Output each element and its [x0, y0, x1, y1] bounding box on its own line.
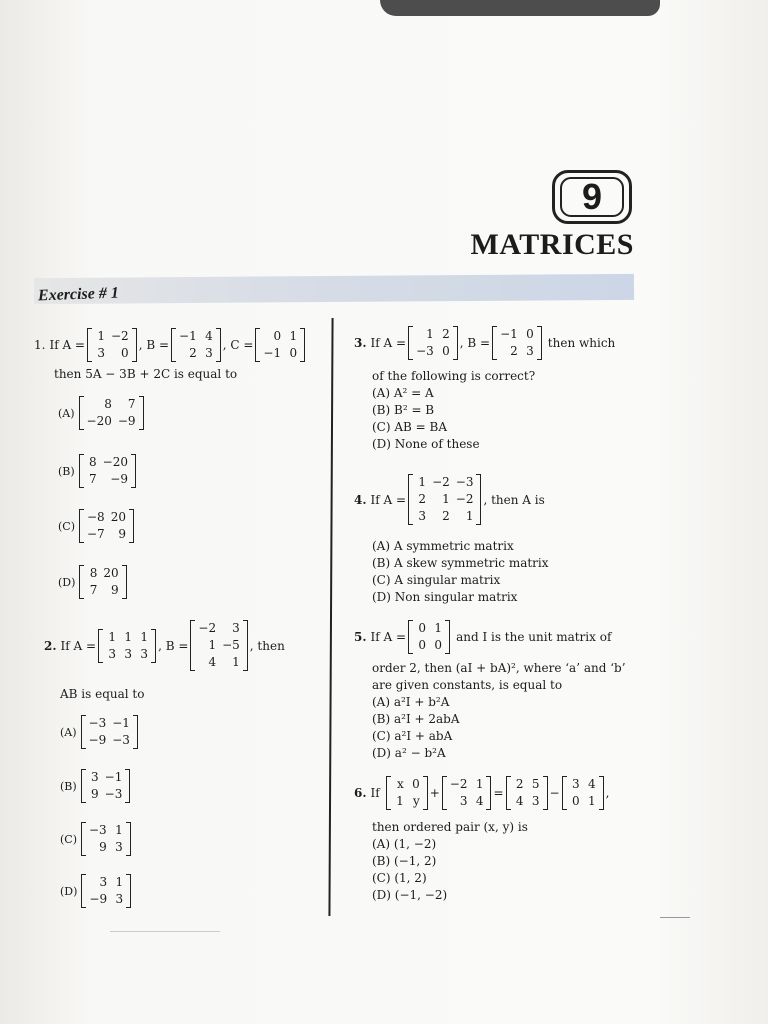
q1-b-label: , B =	[138, 338, 170, 352]
q2-matrix-a	[98, 629, 156, 663]
q2-option-d-matrix	[81, 874, 131, 908]
q1-option-b-matrix	[79, 454, 136, 488]
q2-option-a-matrix	[81, 715, 138, 749]
q5-option-b[interactable]: (B) a²I + 2abA	[372, 712, 460, 726]
matrix-cell: −8	[87, 510, 105, 524]
matrix-cell: 1	[115, 875, 124, 889]
q6-matrix-4	[562, 776, 604, 810]
matrix-cell: 0	[571, 794, 580, 808]
matrix-bracket-right	[126, 874, 131, 908]
q3-line2: of the following is correct?	[372, 369, 536, 383]
matrix-cell: −2	[449, 777, 468, 791]
matrix-body	[86, 769, 126, 803]
matrix-cell: −1	[179, 329, 197, 343]
matrix-cell: 1	[442, 492, 450, 506]
matrix-cell: 8	[89, 455, 97, 469]
matrix-cell: −3	[89, 823, 107, 837]
q6-option-b[interactable]: (B) (−1, 2)	[372, 854, 437, 868]
matrix-body	[413, 620, 445, 654]
q6-if: If	[370, 786, 380, 800]
matrix-cell: 0	[289, 346, 298, 360]
matrix-body	[567, 776, 599, 810]
matrix-bracket-right	[423, 776, 428, 810]
matrix-cell: 0	[412, 777, 420, 791]
matrix-body	[84, 509, 129, 543]
question-6	[354, 776, 609, 810]
matrix-bracket-right	[537, 326, 542, 360]
q2-matrix-b	[190, 620, 247, 671]
chapter-title: MATRICES	[470, 228, 634, 261]
matrix-bracket-right	[122, 565, 127, 599]
question-1	[34, 328, 307, 383]
matrix-cell: 1	[396, 794, 404, 808]
matrix-cell: 1	[97, 329, 105, 343]
matrix-bracket-right	[486, 776, 491, 810]
q4-matrix-a	[408, 474, 481, 525]
matrix-cell: 7	[89, 583, 98, 597]
q2-option-d-label: (D)	[60, 884, 78, 898]
matrix-cell: 3	[108, 646, 117, 661]
q5-matrix-a	[408, 620, 450, 654]
matrix-cell: −2	[198, 621, 217, 635]
matrix-bracket-right	[133, 715, 138, 749]
matrix-body	[413, 326, 453, 360]
question-3	[354, 326, 615, 360]
matrix-cell: −2	[432, 475, 450, 489]
q6-body	[372, 819, 528, 904]
q1-option-c[interactable]	[58, 509, 136, 543]
q3-matrix-a	[408, 326, 458, 360]
q6-matrix-1	[386, 776, 428, 810]
matrix-cell: 8	[89, 566, 98, 580]
q6-tail: ,	[605, 786, 610, 800]
matrix-body	[86, 715, 133, 749]
q1-option-c-label: (C)	[58, 519, 75, 533]
matrix-body	[86, 822, 126, 856]
matrix-cell: y	[412, 794, 420, 808]
question-5	[354, 620, 611, 654]
matrix-cell: 3	[91, 770, 99, 784]
chapter-number-badge	[552, 170, 632, 224]
matrix-cell: 1	[426, 327, 434, 341]
matrix-cell: 2	[510, 344, 518, 358]
q2-option-c[interactable]	[60, 822, 133, 856]
matrix-cell: −2	[455, 492, 474, 506]
q4-options	[372, 538, 549, 606]
matrix-cell: 7	[89, 472, 97, 486]
matrix-bracket-right	[132, 328, 137, 362]
matrix-cell: 1	[124, 629, 133, 644]
matrix-cell: 4	[205, 329, 213, 343]
matrix-cell: 3	[97, 346, 105, 360]
q1-matrix-a	[87, 328, 137, 362]
matrix-body	[176, 328, 216, 362]
q1-option-d-label: (D)	[58, 575, 76, 589]
q2-option-b[interactable]	[60, 769, 132, 803]
q3-number: 3.	[354, 336, 367, 350]
q1-option-d-matrix	[79, 565, 126, 599]
matrix-cell: 2	[442, 509, 450, 523]
q4-option-a[interactable]: (A) A symmetric matrix	[372, 539, 514, 553]
q2-option-b-matrix	[81, 769, 131, 803]
matrix-bracket-right	[599, 776, 604, 810]
matrix-bracket-right	[476, 474, 481, 525]
q3-option-c[interactable]: (C) AB = BA	[372, 420, 448, 434]
matrix-cell: 4	[475, 794, 484, 808]
matrix-body	[511, 776, 543, 810]
matrix-cell: −1	[104, 770, 123, 784]
matrix-body	[260, 328, 300, 362]
matrix-cell: 1	[140, 629, 149, 644]
q5-line2: order 2, then (aI + bA)², where ‘a’ and ‘b’	[372, 661, 626, 675]
matrix-cell: −9	[89, 892, 108, 906]
matrix-cell: 0	[442, 344, 450, 358]
matrix-body	[84, 565, 121, 599]
q3-then: then which	[547, 336, 616, 350]
matrix-cell: 1	[587, 794, 596, 808]
q5-if: If A =	[370, 630, 407, 644]
q3-option-a[interactable]: (A) A² = A	[372, 386, 434, 400]
matrix-body	[413, 474, 476, 525]
q4-number: 4.	[354, 492, 367, 507]
matrix-bracket-right	[543, 776, 548, 810]
q1-matrix-c	[255, 328, 305, 362]
q6-option-c[interactable]: (C) (1, 2)	[372, 871, 427, 885]
matrix-cell: 7	[127, 397, 136, 411]
chapter-number: 9	[560, 177, 624, 217]
matrix-bracket-right	[129, 509, 134, 543]
matrix-cell: 0	[273, 329, 282, 343]
matrix-cell: 9	[111, 583, 119, 597]
q1-option-c-matrix	[79, 509, 134, 543]
matrix-cell: 3	[531, 794, 540, 808]
matrix-cell: 2	[442, 327, 450, 341]
matrix-cell: −1	[112, 716, 130, 730]
q3-b-label: , B =	[459, 336, 491, 350]
matrix-body	[447, 776, 487, 810]
matrix-bracket-right	[216, 328, 221, 362]
q1-option-b[interactable]	[58, 454, 138, 488]
matrix-cell: 2	[418, 492, 427, 506]
q2-b-label: , B =	[158, 638, 189, 653]
matrix-cell: 8	[104, 397, 112, 411]
matrix-cell: 9	[99, 840, 107, 854]
matrix-body	[84, 396, 139, 430]
q1-option-d[interactable]	[58, 565, 129, 599]
matrix-cell: 4	[208, 655, 217, 669]
matrix-body	[86, 874, 126, 908]
q2-option-c-label: (C)	[60, 832, 77, 846]
matrix-cell: −9	[117, 414, 136, 428]
matrix-cell: −1	[263, 346, 282, 360]
matrix-bracket-right	[453, 326, 458, 360]
q1-option-a-label: (A)	[58, 406, 75, 420]
q1-option-b-label: (B)	[58, 464, 75, 478]
q5-option-a[interactable]: (A) a²I + b²A	[372, 695, 450, 709]
matrix-cell: 1	[434, 621, 443, 635]
matrix-cell: 0	[418, 638, 427, 652]
matrix-cell: 3	[115, 840, 123, 854]
q4-if: If A =	[370, 492, 407, 507]
matrix-cell: 3	[124, 646, 133, 661]
matrix-cell: −5	[222, 638, 240, 652]
matrix-cell: −9	[110, 472, 128, 486]
q6-option-a[interactable]: (A) (1, −2)	[372, 837, 437, 851]
exercise-banner	[34, 274, 634, 304]
matrix-cell: 3	[459, 794, 468, 808]
matrix-cell: −3	[416, 344, 434, 358]
q2-if: If A =	[60, 638, 97, 653]
matrix-cell: 3	[115, 892, 124, 906]
q5-option-c[interactable]: (C) a²I + abA	[372, 729, 453, 743]
q2-option-b-label: (B)	[60, 779, 77, 793]
question-4	[354, 474, 545, 525]
q2-line2: AB is equal to	[60, 687, 145, 701]
q1-option-a-matrix	[79, 396, 144, 430]
q2-option-d[interactable]	[60, 874, 133, 908]
matrix-cell: 3	[418, 509, 427, 523]
matrix-cell: −3	[112, 733, 130, 747]
matrix-cell: 1	[208, 638, 217, 652]
q5-then: and I is the unit matrix of	[456, 630, 612, 644]
q3-if: If A =	[370, 336, 407, 350]
matrix-bracket-right	[125, 769, 130, 803]
matrix-cell: 3	[140, 646, 149, 661]
matrix-bracket-right	[445, 620, 450, 654]
exercise-title: Exercise # 1	[37, 284, 120, 305]
matrix-cell: x	[396, 777, 404, 791]
matrix-cell: −20	[86, 414, 112, 428]
q4-option-c[interactable]: (C) A singular matrix	[372, 573, 501, 587]
tape-strip	[380, 0, 660, 16]
matrix-cell: −3	[104, 787, 123, 801]
q6-plus: +	[429, 786, 440, 800]
q5-line3: are given constants, is equal to	[372, 678, 563, 692]
q3-option-b[interactable]: (B) B² = B	[372, 403, 435, 417]
q4-option-d[interactable]: (D) Non singular matrix	[372, 590, 518, 604]
matrix-cell: 0	[434, 638, 443, 652]
matrix-cell: 0	[121, 346, 129, 360]
q6-minus: −	[549, 786, 560, 800]
matrix-cell: 1	[108, 629, 117, 644]
matrix-bracket-right	[243, 620, 248, 671]
q6-option-d[interactable]: (D) (−1, −2)	[372, 888, 448, 902]
matrix-body	[391, 776, 423, 810]
matrix-cell: 2	[515, 777, 524, 791]
matrix-body	[195, 620, 242, 671]
matrix-body	[497, 326, 537, 360]
matrix-bracket-right	[139, 396, 144, 430]
matrix-bracket-right	[131, 454, 136, 488]
matrix-cell: 3	[205, 346, 213, 360]
matrix-cell: 1	[465, 509, 474, 523]
matrix-cell: 5	[531, 777, 540, 791]
matrix-cell: 9	[118, 527, 126, 541]
matrix-cell: 3	[526, 344, 534, 358]
q6-equals: =	[493, 786, 504, 800]
matrix-cell: 1	[475, 777, 484, 791]
q3-matrix-b	[492, 326, 542, 360]
matrix-cell: 3	[232, 621, 240, 635]
matrix-cell: 1	[232, 655, 240, 669]
q5-option-d[interactable]: (D) a² − b²A	[372, 746, 446, 760]
q6-matrix-2	[442, 776, 492, 810]
matrix-cell: 0	[526, 327, 534, 341]
matrix-cell: 1	[115, 823, 123, 837]
matrix-body	[84, 454, 131, 488]
matrix-cell: 20	[110, 510, 126, 524]
matrix-cell: 1	[289, 329, 298, 343]
matrix-cell: 2	[189, 346, 197, 360]
q4-option-b[interactable]: (B) A skew symmetric matrix	[372, 556, 549, 570]
matrix-bracket-right	[126, 822, 131, 856]
matrix-bracket-right	[300, 328, 305, 362]
matrix-cell: 4	[515, 794, 524, 808]
footer-rule-right	[660, 917, 690, 918]
matrix-cell: 4	[587, 777, 596, 791]
matrix-bracket-right	[151, 629, 156, 663]
matrix-cell: −3	[455, 475, 474, 489]
matrix-body	[103, 629, 151, 663]
matrix-cell: 20	[103, 566, 119, 580]
matrix-cell: 0	[418, 621, 427, 635]
matrix-cell: −7	[87, 527, 105, 541]
q1-matrix-b	[171, 328, 221, 362]
q1-option-a[interactable]	[58, 396, 146, 430]
q3-body	[372, 368, 535, 453]
q6-line2: then ordered pair (x, y) is	[372, 820, 528, 834]
matrix-cell: 9	[91, 787, 99, 801]
q1-c-label: , C =	[222, 338, 254, 352]
q1-line2: then 5A − 3B + 2C is equal to	[54, 367, 238, 381]
q4-then: , then A is	[483, 492, 545, 507]
q6-number: 6.	[354, 786, 367, 800]
matrix-cell: −1	[500, 327, 518, 341]
matrix-cell: −20	[102, 455, 128, 469]
q2-option-a-label: (A)	[60, 725, 77, 739]
footer-rule	[110, 931, 220, 932]
question-2	[44, 620, 285, 671]
q2-then: , then	[249, 638, 285, 653]
q5-body	[372, 660, 626, 762]
matrix-body	[92, 328, 132, 362]
matrix-cell: −9	[88, 733, 107, 747]
q6-matrix-3	[506, 776, 548, 810]
q2-option-a[interactable]	[60, 715, 140, 749]
q2-option-c-matrix	[81, 822, 131, 856]
q2-number: 2.	[44, 638, 57, 653]
matrix-cell: −3	[88, 716, 107, 730]
q5-number: 5.	[354, 630, 367, 644]
q1-if: If A =	[49, 338, 85, 352]
matrix-cell: 3	[99, 875, 108, 889]
q1-number: 1.	[34, 338, 46, 352]
q3-option-d[interactable]: (D) None of these	[372, 437, 480, 451]
matrix-cell: −2	[110, 329, 129, 343]
matrix-cell: 3	[571, 777, 580, 791]
matrix-cell: 1	[418, 475, 427, 489]
